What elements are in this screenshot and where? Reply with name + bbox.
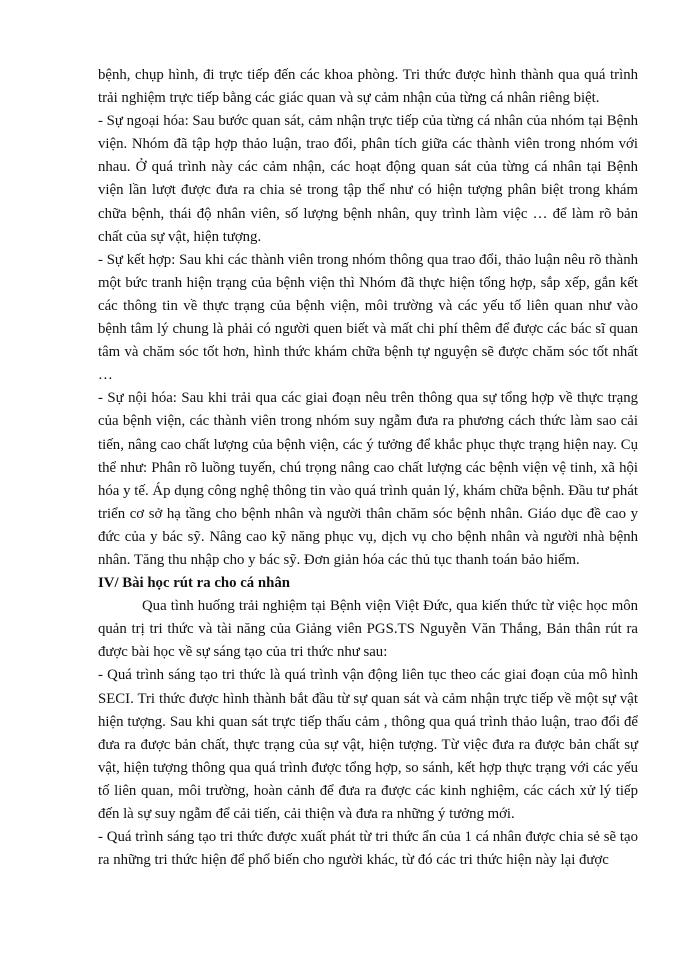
paragraph-lesson-seci: - Quá trình sáng tạo tri thức là quá trình vận động liên tục theo các giai đoạn của mô hình SECI. Tri thức được hình thành bắt đầu từ sự quan sát và cảm nhận trực tiếp về một sự vật hiện tượng. Sau khi quan sát trực tiếp thấu cảm , thông qua quá trình thảo luận, trao đổi để đưa ra được bản chất, thực trạng của sự vật, hiện tượng. Từ việc đưa ra được bản chất sự vật, hiện tượng thông qua quá trình được tổng hợp, so sánh, kết hợp thực trạng với các yếu tố liên quan, môi trường, hoàn cảnh để đưa ra được các kinh nghiệm, các cách xử lý tiếp đến là sự suy ngẫm để cải tiến, cải thiện và đưa ra những ý tưởng mới.: [98, 667, 638, 822]
paragraph-lesson-tacit-knowledge: - Quá trình sáng tạo tri thức được xuất phát từ tri thức ẩn của 1 cá nhân được chia sẻ sẽ tạo ra những tri thức hiện để phổ biến cho người khác, từ đó các tri thức hiện này lại được: [98, 829, 638, 869]
paragraph-internalization: - Sự nội hóa: Sau khi trải qua các giai đoạn nêu trên thông qua sự tổng hợp về thực trạng của bệnh viện, các thành viên trong nhóm suy ngẫm đưa ra phương cách thức làm sao cải tiến, nâng cao chất lượng của bệnh viện, các ý tưởng để khắc phục thực trạng hiện nay. Cụ thể như: Phân rõ luồng tuyến, chú trọng nâng cao chất lượng các bệnh viện vệ tinh, xã hội hóa y tế. Áp dụng công nghệ thông tin vào quá trình quản lý, khám chữa bệnh. Đầu tư phát triển cơ sở hạ tầng cho bệnh nhân và người thân chăm sóc bệnh nhân. Giáo dục đề cao y đức của y bác sỹ. Nâng cao kỹ năng phục vụ, dịch vụ cho bệnh nhân và người nhà bệnh nhân. Tăng thu nhập cho y bác sỹ. Đơn giản hóa các thủ tục thanh toán bảo hiểm.: [98, 390, 638, 568]
section-heading: IV/ Bài học rút ra cho cá nhân: [98, 575, 290, 592]
paragraph-lessons-intro: Qua tình huống trải nghiệm tại Bệnh viện Việt Đức, qua kiến thức từ việc học môn quản trị tri thức và tài năng của Giảng viên PGS.TS Nguyễn Văn Thắng, Bản thân rút ra được bài học về sự sáng tạo của tri thức như sau:: [98, 598, 638, 661]
document-page: [98, 64, 638, 872]
paragraph-intro-continuation: bệnh, chụp hình, đi trực tiếp đến các khoa phòng. Tri thức được hình thành qua quá trình trải nghiệm trực tiếp bằng các giác quan và sự cảm nhận của từng cá nhân riêng biệt.: [98, 67, 638, 107]
paragraph-externalization: - Sự ngoại hóa: Sau bước quan sát, cảm nhận trực tiếp của từng cá nhân của nhóm tại Bệnh viện. Nhóm đã tập hợp thảo luận, trao đổi, phân tích giữa các thành viên trong nhóm với nhau. Ở quá trình này các cảm nhận, các hoạt động quan sát của từng cá nhân tại Bệnh viện lần lượt được đưa ra chia sẻ trong tập thể như có hiện tượng phân biệt trong khám chữa bệnh, thái độ nhân viên, số lượng bệnh nhân, quy trình làm việc … để làm rõ bản chất của sự vật, hiện tượng.: [98, 113, 638, 245]
paragraph-combination: - Sự kết hợp: Sau khi các thành viên trong nhóm thông qua trao đổi, thảo luận nêu rõ thành một bức tranh hiện trạng của bệnh viện thì Nhóm đã thực hiện tổng hợp, sắp xếp, gắn kết các thông tin về thực trạng của bệnh viện, môi trường và các yếu tố liên quan như vào bệnh tâm lý chung là phải có người quen biết và mất chi phí thêm để được các bác sĩ quan tâm và chăm sóc tốt hơn, hình thức khám chữa bệnh tự nguyện sẽ được chăm sóc tốt nhất …: [98, 251, 638, 384]
